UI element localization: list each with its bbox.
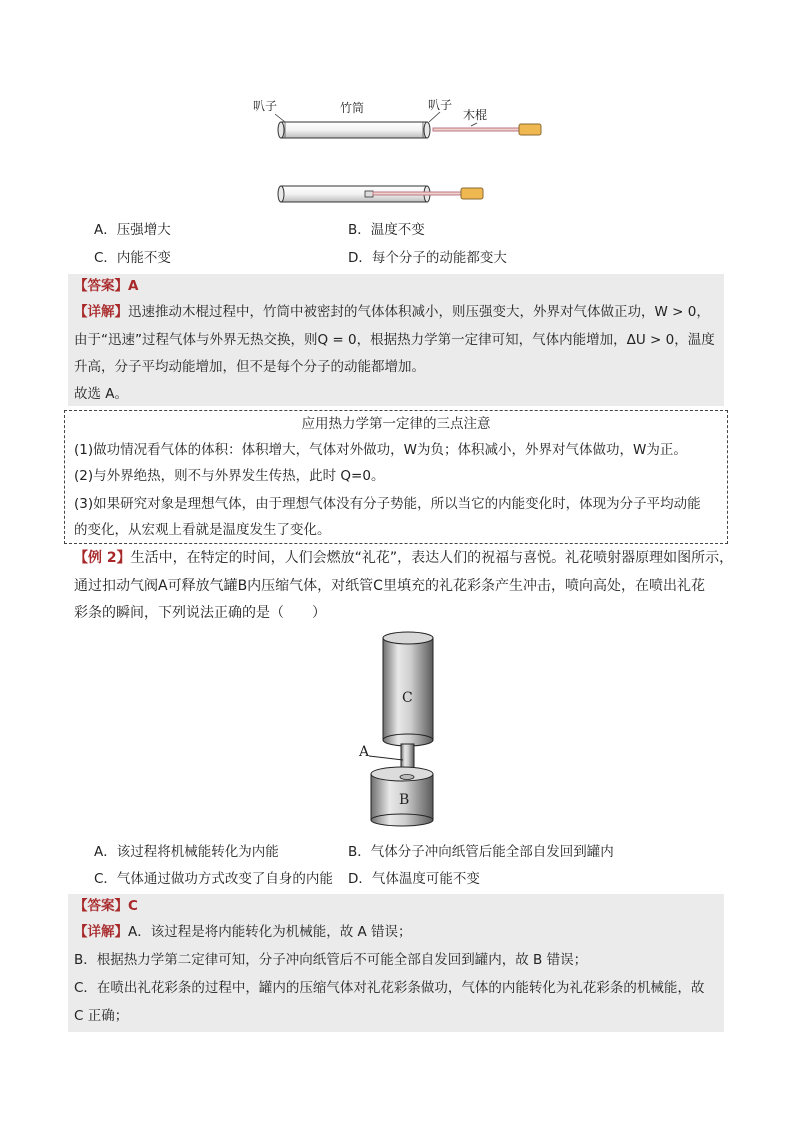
q2-tag: 【例 2】 [74,550,131,566]
q1-option-d: D．每个分子的动能都变大 [348,250,507,266]
detail-tag: 【详解】 [74,304,128,320]
answer-2-value: C [128,898,138,914]
wooden-stick-bottom [373,192,461,195]
label-right-plug: 叭子 [428,98,453,112]
label-bamboo-tube: 竹筒 [340,101,365,115]
note-line-4: 的变化，从宏观上看就是温度发生了变化。 [74,522,331,538]
answer-tag: 【答案】 [74,278,128,294]
wooden-stick-top [433,128,519,131]
answer-1-line [74,276,722,296]
answer-2-line [74,896,722,916]
q2-line-3: 彩条的瞬间，下列说法正确的是（ ） [74,605,326,621]
detail-2-line-2: B．根据热力学第二定律可知，分子冲向纸管后不可能全部自发回到罐内，故 B 错误； [74,952,588,968]
q2-line-1 [74,546,734,570]
detail-2-tag: 【详解】 [74,924,128,940]
q2-option-b: B．气体分子冲向纸管后能全部自发回到罐内 [348,844,614,860]
q2-option-d: D．气体温度可能不变 [348,871,480,887]
detail-1-line-1 [74,302,722,322]
detail-2-line-4: C 正确； [74,1008,129,1024]
label-b: B [399,792,410,808]
detail-2-text: A．该过程是将内能转化为机械能，故 A 错误； [128,924,412,940]
note-line-1: (1)做功情况看气体的体积：体积增大，气体对外做功，W为负；体积减小，外界对气体做功，W为正。 [74,442,687,458]
stick-handle-bottom [461,188,483,199]
fireworks-launcher-figure [355,630,445,830]
q1-option-c: C．内能不变 [94,250,171,266]
note-line-3: (3)如果研究对象是理想气体，由于理想气体没有分子势能，所以当它的内能变化时，体现为分子平均动能 [74,496,701,512]
label-left-plug: 叭子 [253,99,278,113]
bamboo-tube-figure [245,92,555,210]
detail-1-line-4: 故选 A。 [74,386,129,402]
detail-text: 迅速推动木棍过程中，竹筒中被密封的气体体积减小，则压强变大，外界对气体做正功，W > 0， [128,304,710,320]
q2-text: 生活中，在特定的时间，人们会燃放“礼花”，表达人们的祝福与喜悦。礼花喷射器原理如图所示， [130,550,734,566]
answer-2-tag: 【答案】 [74,898,128,914]
bamboo-tube-top [281,122,427,138]
label-stick: 木棍 [463,108,488,122]
q2-option-c: C．气体通过做功方式改变了自身的内能 [94,871,333,887]
stick-handle-top [519,124,541,135]
q1-option-a: A．压强增大 [94,222,171,238]
q1-option-b: B．温度不变 [348,222,425,238]
detail-2-line-3: C．在喷出礼花彩条的过程中，罐内的压缩气体对礼花彩条做功，气体的内能转化为礼花彩条的机械能，故 [74,980,705,996]
detail-1-line-3: 升高，分子平均动能增加，但不是每个分子的动能都增加。 [74,359,425,375]
q2-line-2: 通过扣动气阀A可释放气罐B内压缩气体，对纸管C里填充的礼花彩条产生冲击，喷向高处，在喷出礼花 [74,578,705,594]
q2-option-a: A．该过程将机械能转化为内能 [94,844,279,860]
paper-tube-c [383,638,433,740]
label-a: A [359,744,370,760]
answer-value: A [128,278,139,294]
note-title: 应用热力学第一定律的三点注意 [301,416,491,432]
detail-2-line-1 [74,922,722,942]
label-c: C [402,690,413,706]
note-line-2: (2)与外界绝热，则不与外界发生传热，此时 Q=0。 [74,468,385,484]
detail-1-line-2: 由于“迅速”过程气体与外界无热交换，则Q = 0，根据热力学第一定律可知，气体内能增加，ΔU > 0，温度 [74,332,715,348]
